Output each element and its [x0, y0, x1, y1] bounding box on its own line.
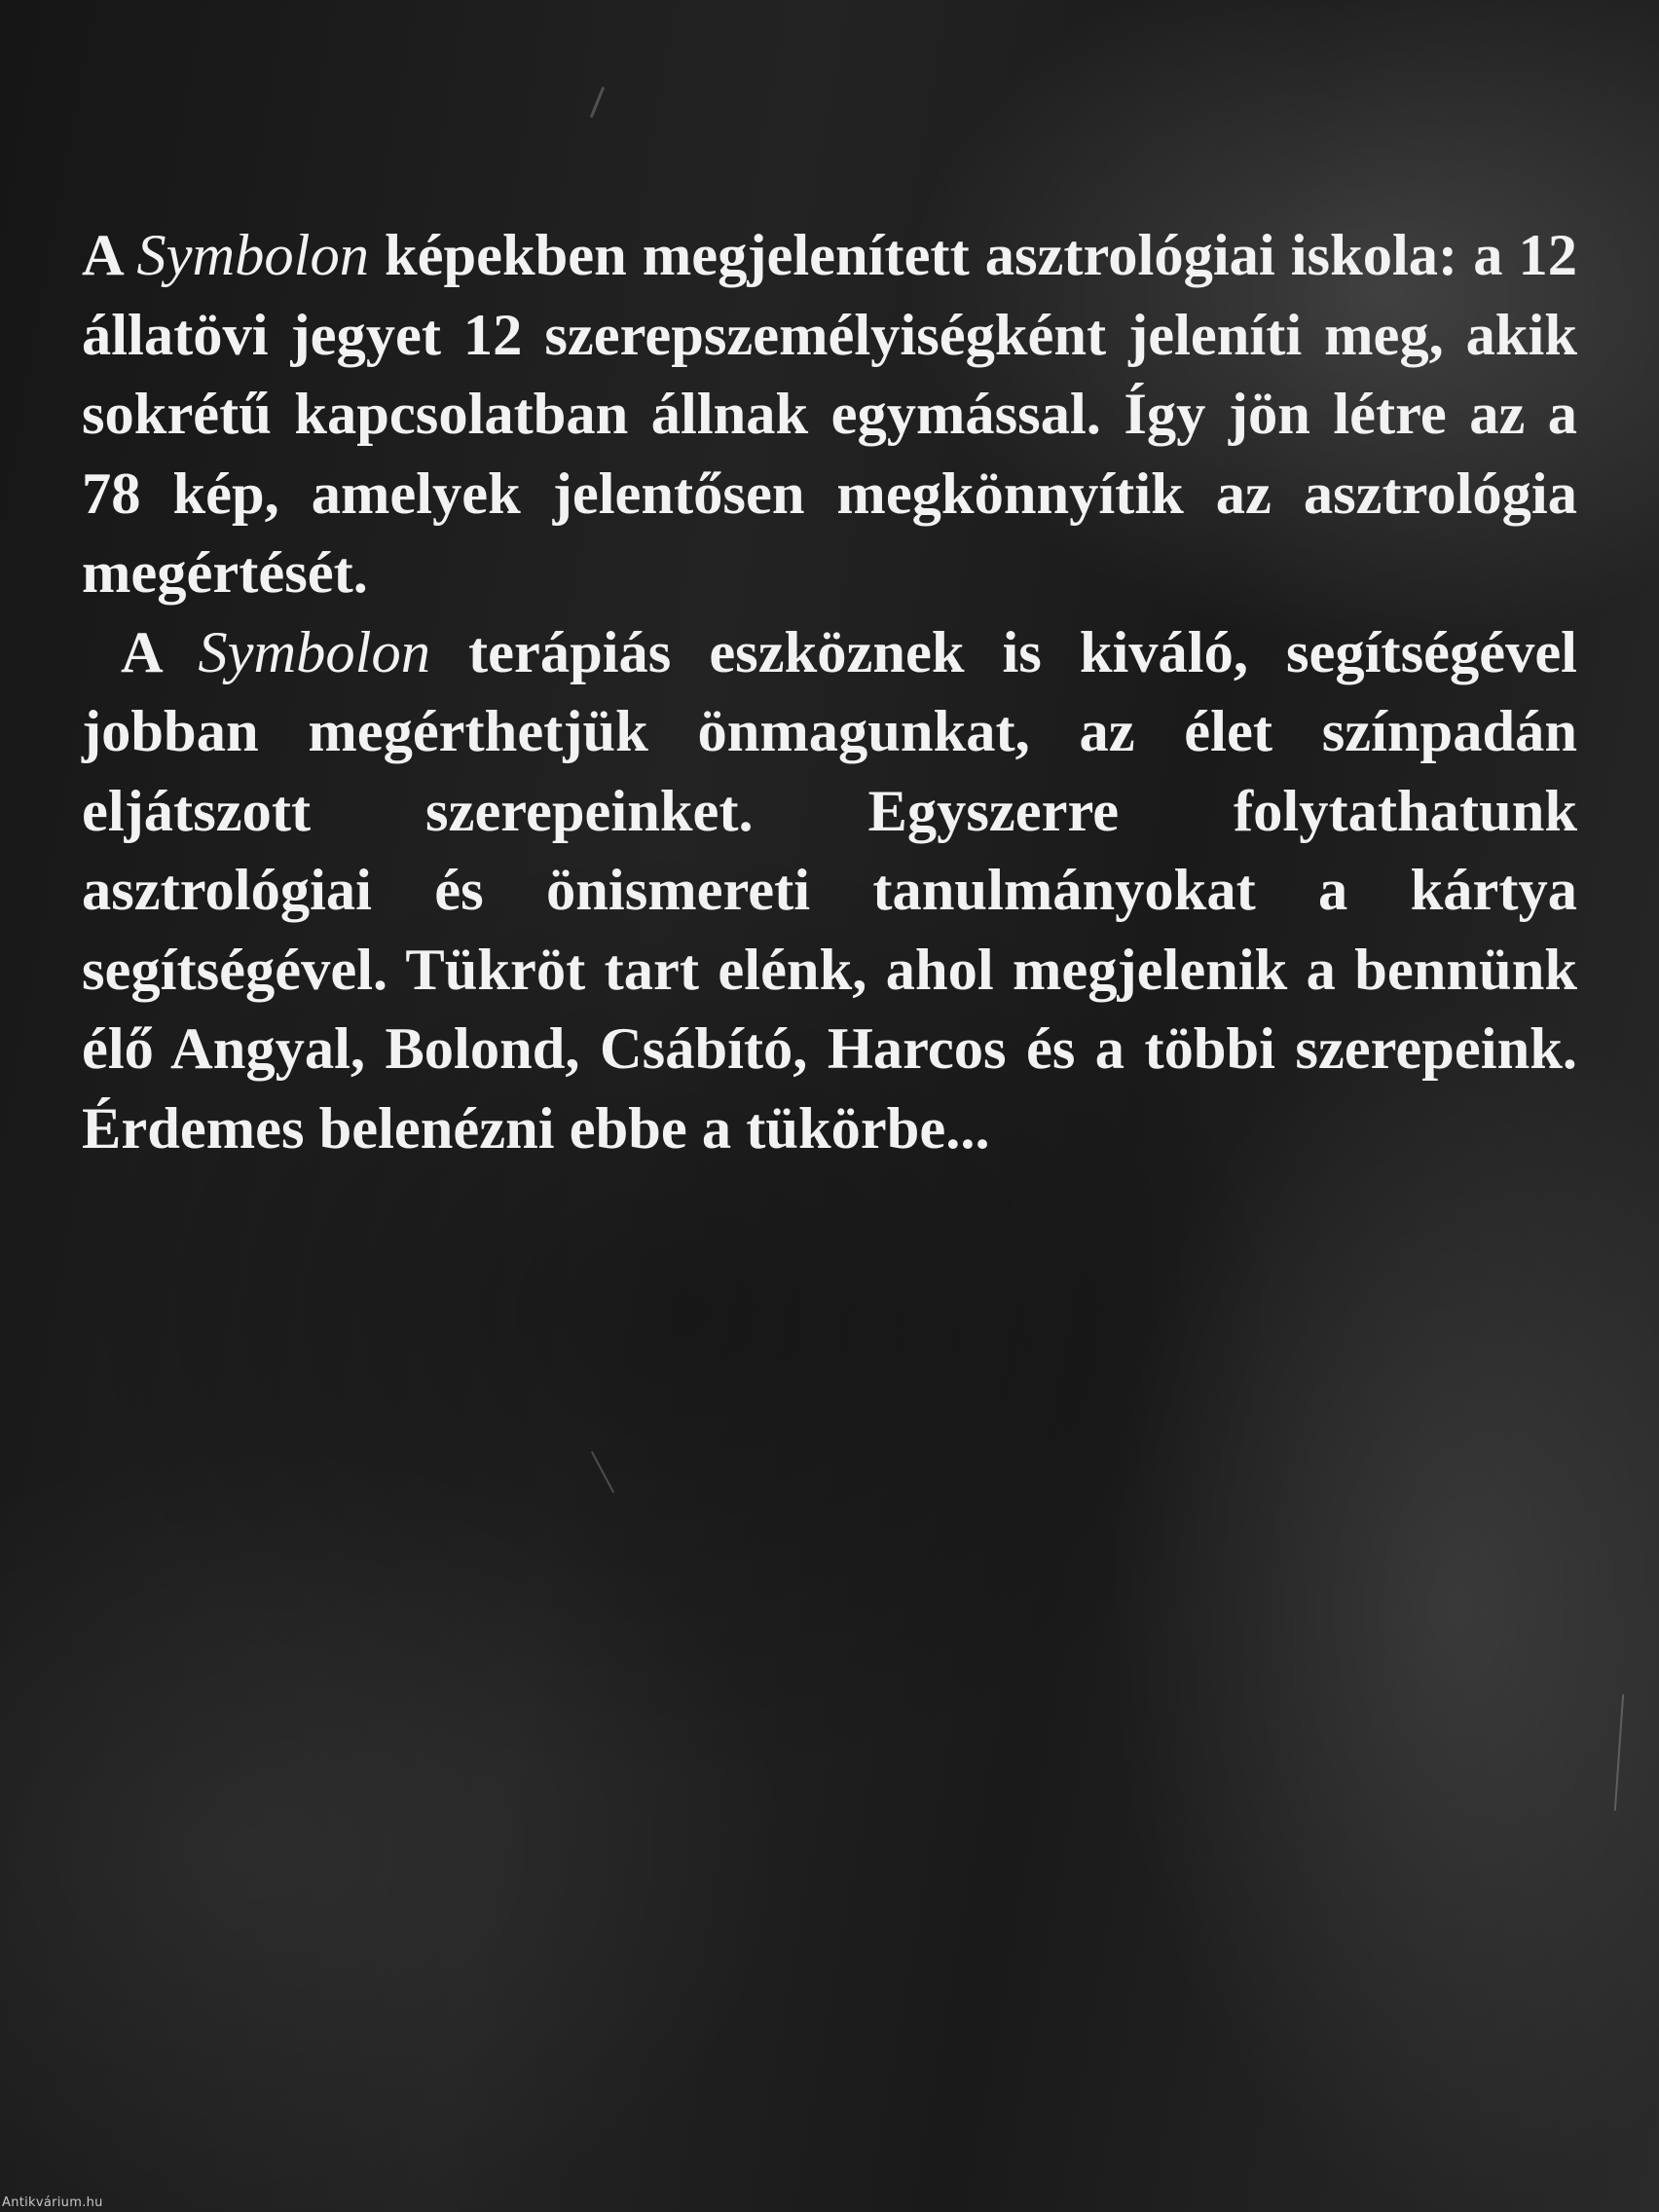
scratch-mark: [591, 1451, 614, 1493]
scratch-mark: [1614, 1694, 1624, 1811]
blurb-paragraph-2: [82, 613, 1577, 1169]
paragraph-1-text: képekben megjelenített asztrológiai iskola: a 12 állatövi jegyet 12 szerepszemélyiségként jeleníti meg, akik sokrétű kapcsolatban állnak egymással. Így jön létre az a 78 kép, amelyek jelentősen megkönnyítik az asztrológia megértését.: [82, 223, 1577, 606]
book-title-italic: Symbolon: [198, 619, 430, 685]
paragraph-2-text: terápiás eszköznek is kiváló, segítségével jobban megérthetjük önmagunkat, az élet színpadán eljátszott szerepeinket. Egyszerre folytathatunk asztrológiai és önismereti tanulmányokat a kártya segítségével. Tükröt tart elénk, ahol megjelenik a bennünk élő Angyal, Bolond, Csábító, Harcos és a többi szerepeink. Érdemes belenézni ebbe a tükörbe...: [82, 619, 1577, 1161]
book-title-italic: Symbolon: [136, 223, 369, 288]
scratch-mark: [590, 87, 606, 119]
back-cover-blurb: [82, 216, 1577, 1168]
blurb-paragraph-1: [82, 216, 1577, 613]
source-watermark: Antikvárium.hu: [2, 2195, 103, 2210]
paragraph-1-lead: A: [82, 223, 137, 288]
paragraph-2-lead: A: [121, 619, 199, 685]
